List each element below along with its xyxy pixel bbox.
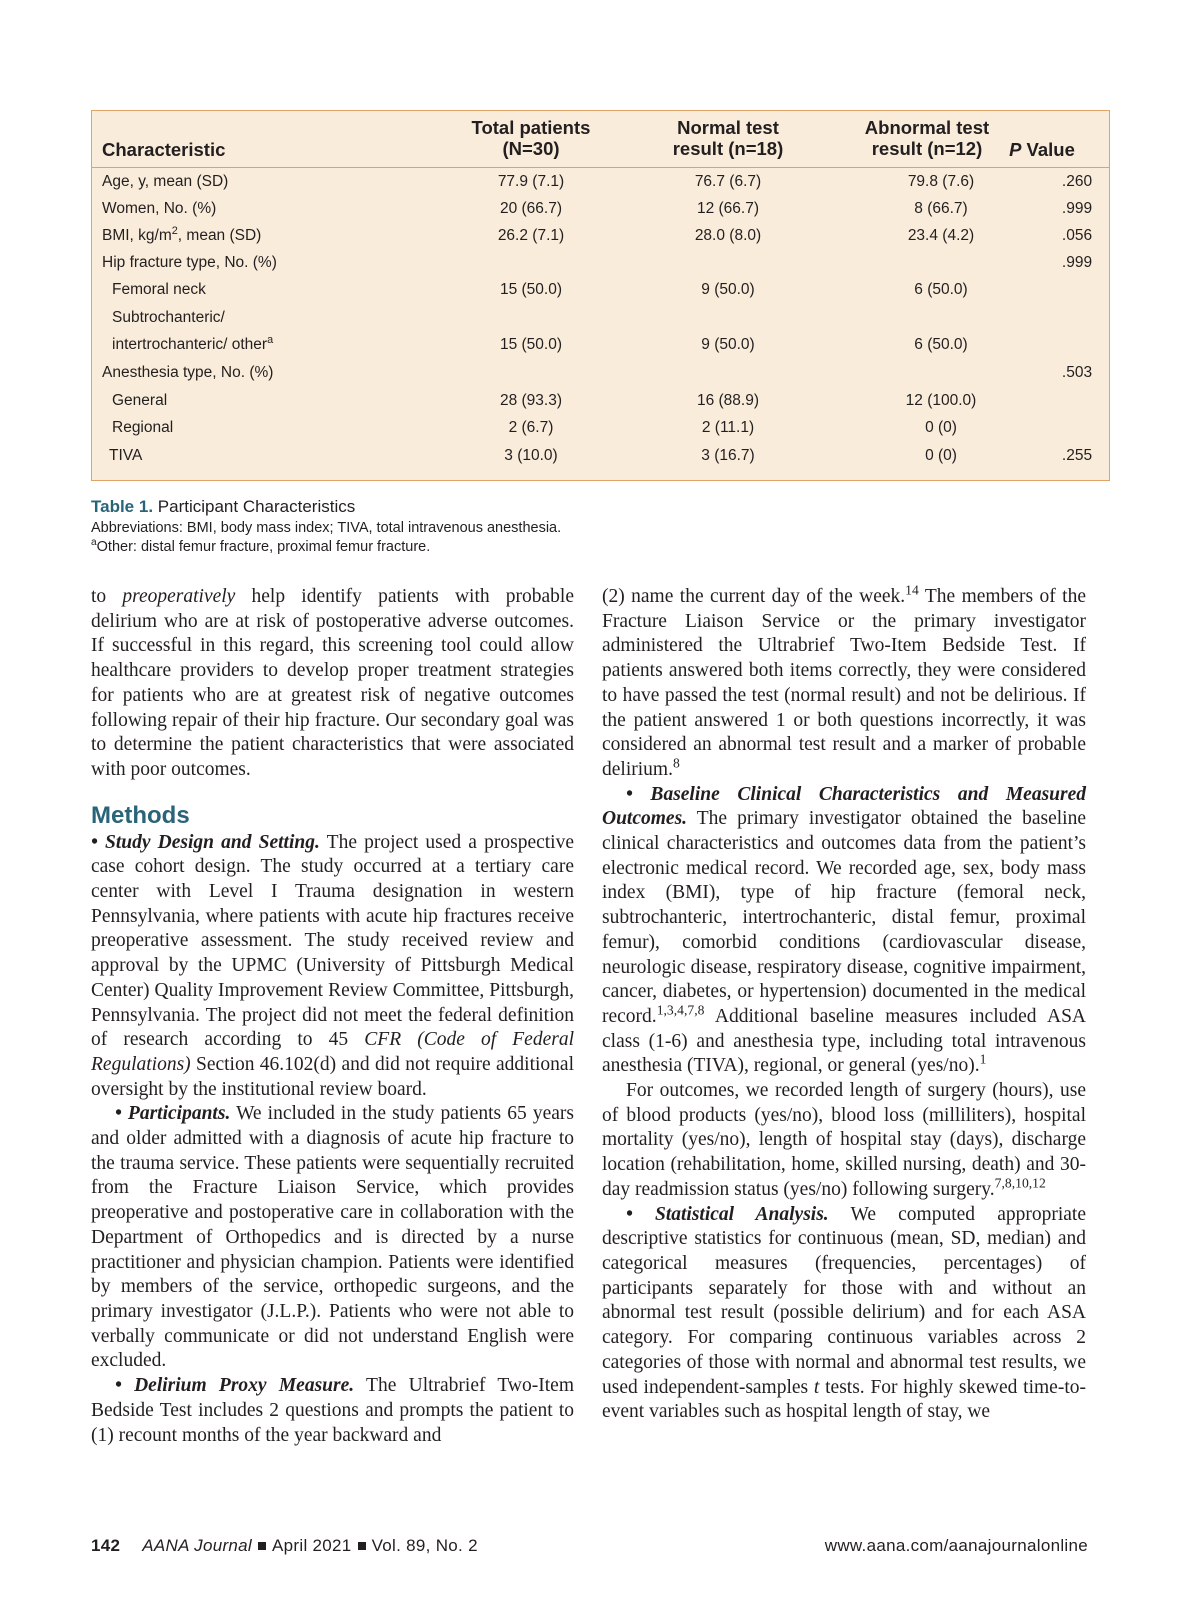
page-number: 142 (91, 1536, 121, 1555)
delirium-paragraph: • Delirium Proxy Measure. The Ultrabrief Two-Item Bedside Test includes 2 questions and prompts the patient to (1) recount months of the year backward and (91, 1375, 574, 1446)
participant-characteristics-table (91, 110, 1110, 481)
cell-abnormal: 0 (0) (925, 447, 957, 464)
row-label: Regional (112, 419, 174, 436)
row-label: Age, y, mean (SD) (102, 173, 229, 190)
statistical-analysis-paragraph: • Statistical Analysis. We computed appropriate descriptive statistics for continuous (mean, SD, median) and categorical measures (frequencies, percentages) of participants separately for those with and without an abnormal test result (possible delirium) and for each ASA category. For comparing continuous variables across 2 categories of those with normal and abnormal test results, we used independent-samples t tests. For highly skewed time-to-event variables such as hospital length of stay, we (602, 1203, 1086, 1423)
cell-abnormal: 0 (0) (925, 419, 957, 436)
cell-abnormal: 6 (50.0) (914, 281, 968, 298)
header-total-line2: (N=30) (502, 138, 560, 159)
cell-abnormal: 8 (66.7) (914, 200, 968, 217)
row-label: Women, No. (%) (102, 200, 217, 217)
row-label: Hip fracture type, No. (%) (102, 254, 277, 271)
cell-total: 77.9 (7.1) (497, 173, 565, 190)
cell-normal: 9 (50.0) (701, 336, 755, 353)
header-total (431, 117, 631, 159)
cell-abnormal: 23.4 (4.2) (907, 227, 975, 244)
row-label: intertrochanteric/ other$^a$ (112, 333, 274, 353)
cell-total: 3 (10.0) (504, 447, 558, 464)
caption-title: Participant Characteristics (157, 497, 356, 516)
row-label: Anesthesia type, No. (%) (102, 364, 274, 381)
study-design-paragraph: • Study Design and Setting. The project used a prospective case cohort design. The study occurred at a tertiary care center with Level I Trauma designation in western Pennsylvania, where patients with acute hip fractures receive preoperative assessment. The study received review and approval by the UPMC (University of Pittsburgh Medical Center) Quality Improvement Review Committee, Pittsburgh, Pennsylvania. The project did not meet the federal definition of research according to 45 CFR (Code of Federal Regulations) Section 46.102(d) and did not require additional oversight by the institutional review board. (91, 831, 574, 1100)
cell-pvalue: .503 (1061, 364, 1093, 381)
cell-normal: 2 (11.1) (701, 419, 755, 436)
journal-name: AANA Journal (142, 1536, 253, 1555)
header-characteristic: Characteristic (102, 139, 226, 160)
cell-normal: 12 (66.7) (696, 200, 760, 217)
cell-normal: 9 (50.0) (701, 281, 755, 298)
header-pvalue: P Value (1009, 139, 1075, 160)
cell-pvalue: .056 (1061, 227, 1093, 244)
cell-total: 28 (93.3) (499, 392, 563, 409)
header-normal-line1: Normal test (677, 117, 779, 138)
cell-abnormal: 79.8 (7.6) (907, 173, 975, 190)
row-label: TIVA (109, 447, 143, 464)
cell-total: 2 (6.7) (508, 419, 554, 436)
cell-total: 26.2 (7.1) (497, 227, 565, 244)
cell-normal: 16 (88.9) (696, 392, 760, 409)
cell-normal: 28.0 (8.0) (694, 227, 762, 244)
row-label: Femoral neck (112, 281, 206, 298)
cell-abnormal: 6 (50.0) (914, 336, 968, 353)
page-footer-left (91, 1536, 478, 1556)
cell-pvalue: .260 (1061, 173, 1093, 190)
section-heading-methods: Methods (91, 801, 190, 829)
cell-pvalue: .255 (1061, 447, 1093, 464)
cell-abnormal: 12 (100.0) (905, 392, 977, 409)
cell-total: 15 (50.0) (499, 336, 563, 353)
header-normal-line2: result (n=18) (672, 138, 784, 159)
row-label: General (112, 392, 168, 409)
cell-total: 20 (66.7) (499, 200, 563, 217)
row-label: Subtrochanteric/ (112, 309, 225, 326)
caption-label: Table 1. (91, 497, 154, 516)
header-abnormal-line1: Abnormal test (864, 117, 990, 138)
baseline-paragraph: • Baseline Clinical Characteristics and Measured Outcomes. The primary investigator obtained the baseline clinical characteristics and outcomes data from the patient’s electronic medical record. We recorded age, sex, body mass index (BMI), type of hip fracture (femoral neck, subtrochanteric, intertrochanteric, distal femur, proximal femur), comorbid conditions (cardiovascular disease, neurologic disease, respiratory disease, cognitive impairment, cancer, diabetes, or hypertension) documented in the medical record.$^{1,3,4,7,8}$ Additional baseline measures included ASA class (1-6) and anesthesia type, including total intravenous anesthesia (TIVA), regional, or general (yes/no).$^1$ (602, 783, 1086, 1077)
square-bullet-icon (358, 1542, 366, 1550)
header-abnormal-line2: result (n=12) (871, 138, 983, 159)
intro-paragraph: to preoperatively help identify patients with probable delirium who are at risk of postoperative adverse outcomes. If successful in this regard, this screening tool could allow healthcare providers to develop proper treatment strategies for patients who are at greatest risk of negative outcomes following repair of their hip fracture. Our secondary goal was to determine the patient characteristics that were associated with poor outcomes. (91, 586, 575, 780)
table-footnote: $^a$Other: distal femur fracture, proximal femur fracture. (91, 537, 431, 555)
cell-normal: 3 (16.7) (701, 447, 755, 464)
journal-url[interactable]: www.aana.com/aanajournalonline (824, 1536, 1088, 1555)
header-total-line1: Total patients (471, 117, 591, 138)
cell-total: 15 (50.0) (499, 281, 563, 298)
left-column (91, 585, 574, 1448)
table-abbreviations: Abbreviations: BMI, body mass index; TIVA, total intravenous anesthesia. (91, 520, 562, 536)
volume-issue: Vol. 89, No. 2 (371, 1536, 478, 1555)
participants-paragraph: • Participants. We included in the study patients 65 years and older admitted with a diagnosis of acute hip fracture to the trauma service. These patients were sequentially recruited from the Fracture Liaison Service, which provides preoperative and postoperative care in collaboration with the Department of Orthopedics and is directed by a nurse practitioner and physician champion. Patients were identified by members of the service, orthopedic surgeons, and the primary investigator (J.L.P.). Patients who were not able to verbally communicate or did not understand English were excluded. (91, 1103, 574, 1372)
cell-normal: 76.7 (6.7) (694, 173, 762, 190)
cell-pvalue: .999 (1061, 200, 1093, 217)
square-bullet-icon (258, 1542, 266, 1550)
row-label: BMI, $kg/m^2$, mean (SD) (102, 224, 262, 244)
issue-date: April 2021 (272, 1536, 352, 1555)
cell-pvalue: .999 (1061, 254, 1093, 271)
table-caption (91, 497, 355, 517)
outcomes-paragraph: For outcomes, we recorded length of surgery (hours), use of blood products (yes/no), blood loss (milliliters), hospital mortality (yes/no), length of hospital stay (days), discharge location (rehabilitation, home, skilled nursing, death) and 30-day readmission status (yes/no) following surgery.$^{7,8,10,12}$ (602, 1080, 1086, 1200)
right-column (602, 582, 1086, 1425)
table-header (92, 111, 1109, 168)
delirium-continued-paragraph: (2) name the current day of the week.$^{14}$ The members of the Fracture Liaison Service or the primary investigator administered the Ultrabrief Two-Item Bedside Test. If patients answered both items correctly, they were considered to have passed the test (normal result) and not be delirious. If the patient answered 1 or both questions incorrectly, it was considered an abnormal test result and a marker of probable delirium.$^8$ (602, 582, 1086, 780)
header-normal (628, 117, 828, 159)
